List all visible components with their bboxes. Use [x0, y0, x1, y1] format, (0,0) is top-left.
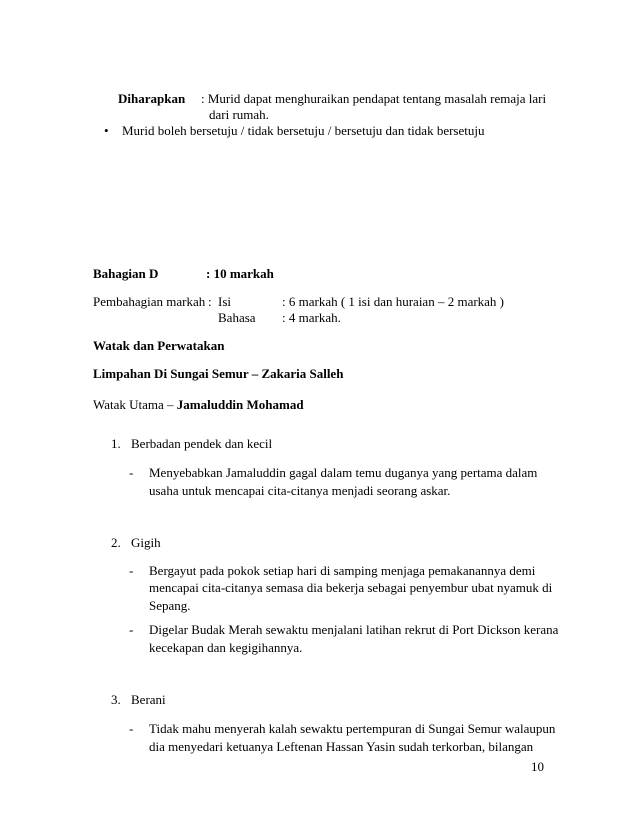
- trait-number: 3.: [111, 692, 121, 707]
- trait-title: Gigih: [131, 535, 161, 550]
- bahasa-label: Bahasa: [218, 310, 256, 325]
- isi-label: Isi: [218, 294, 231, 309]
- heading-watak: Watak dan Perwatakan: [93, 338, 225, 353]
- trait-title: Berbadan pendek dan kecil: [131, 436, 273, 451]
- expected-text-continuation: dari rumah.: [209, 107, 269, 122]
- point-line: Bergayut pada pokok setiap hari di samping menjaga pemakanannya demi: [149, 563, 536, 578]
- section-title: Bahagian D: [93, 266, 159, 281]
- trait-number: 1.: [111, 436, 121, 451]
- point-line: Tidak mahu menyerah kalah sewaktu pertempuran di Sungai Semur walaupun: [149, 721, 556, 736]
- expected-text: : Murid dapat menghuraikan pendapat tentang masalah remaja lari: [201, 91, 547, 106]
- expected-label: Diharapkan: [118, 91, 186, 106]
- main-character-name: Jamaluddin Mohamad: [176, 397, 304, 412]
- point-line: dia menyedari ketuanya Leftenan Hassan Yasin sudah terkorban, bilangan: [149, 739, 534, 754]
- trait-number: 2.: [111, 535, 121, 550]
- main-character-line: [93, 397, 304, 413]
- point-line: usaha untuk mencapai cita-citanya menjadi seorang askar.: [149, 483, 451, 498]
- point-line: Digelar Budak Merah sewaktu menjalani latihan rekrut di Port Dickson kerana: [149, 622, 559, 637]
- point-dash: -: [129, 622, 134, 637]
- page-number: 10: [531, 759, 544, 774]
- expected-bullet-text: Murid boleh bersetuju / tidak bersetuju / bersetuju dan tidak bersetuju: [122, 123, 485, 138]
- breakdown-label: Pembahagian markah: [93, 294, 206, 309]
- point-line: Menyebabkan Jamaluddin gagal dalam temu duganya yang pertama dalam: [149, 465, 538, 480]
- point-line: Sepang.: [149, 598, 191, 613]
- main-character-prefix: Watak Utama –: [93, 397, 177, 412]
- bahasa-value: : 4 markah.: [282, 310, 341, 325]
- point-dash: -: [129, 721, 134, 736]
- bullet-icon: •: [104, 123, 109, 138]
- point-dash: -: [129, 563, 134, 578]
- section-marks: : 10 markah: [206, 266, 274, 281]
- breakdown-colon: :: [208, 294, 212, 309]
- point-dash: -: [129, 465, 134, 480]
- trait-title: Berani: [131, 692, 166, 707]
- isi-value: : 6 markah ( 1 isi dan huraian – 2 markah ): [282, 294, 505, 309]
- heading-story: Limpahan Di Sungai Semur – Zakaria Salleh: [93, 366, 344, 381]
- point-line: mencapai cita-citanya semasa dia bekerja sebagai penyembur ubat nyamuk di: [149, 580, 553, 595]
- point-line: kecekapan dan kegigihannya.: [149, 640, 303, 655]
